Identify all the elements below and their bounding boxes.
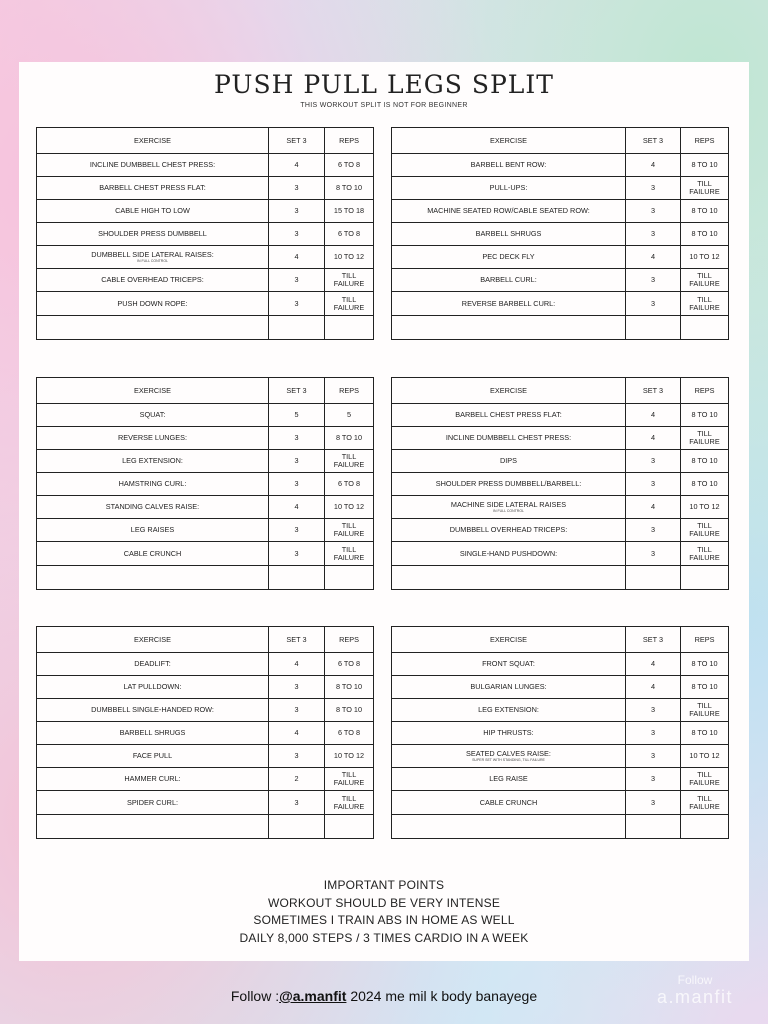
exercise-cell (37, 815, 269, 839)
exercise-cell (392, 427, 626, 450)
table-row (392, 473, 729, 496)
workout-table (36, 377, 374, 590)
exercise-cell (392, 200, 626, 223)
table-row (37, 223, 374, 246)
table-row (37, 154, 374, 177)
watermark (645, 974, 745, 1007)
exercise-cell (37, 450, 269, 473)
reps-cell: 8 TO 10 (325, 177, 374, 200)
header-sets: SET 3 (269, 128, 325, 154)
sets-cell: 5 (269, 404, 325, 427)
exercise-cell (392, 246, 626, 269)
table-row (392, 404, 729, 427)
exercise-name: PULL-UPS: (489, 183, 528, 192)
exercise-cell (37, 177, 269, 200)
exercise-cell (392, 699, 626, 722)
reps-cell: 5 (325, 404, 374, 427)
exercise-name: DUMBBELL SINGLE-HANDED ROW: (91, 705, 214, 714)
exercise-cell (37, 722, 269, 745)
header-sets: SET 3 (269, 627, 325, 653)
exercise-cell (37, 566, 269, 590)
exercise-cell (392, 519, 626, 542)
sets-cell: 3 (626, 542, 681, 566)
reps-cell: 6 TO 8 (325, 154, 374, 177)
table-row (37, 316, 374, 340)
sets-cell: 3 (626, 473, 681, 496)
exercise-cell (37, 404, 269, 427)
reps-cell: 8 TO 10 (681, 404, 729, 427)
sets-cell: 4 (626, 653, 681, 676)
table-row (37, 699, 374, 722)
header-reps: REPS (681, 627, 729, 653)
exercise-cell (37, 269, 269, 292)
table-row (392, 815, 729, 839)
table-header-row (392, 128, 729, 154)
header-sets: SET 3 (626, 627, 681, 653)
exercise-name: MACHINE SEATED ROW/CABLE SEATED ROW: (427, 206, 590, 215)
workout-table (391, 127, 729, 340)
exercise-cell (392, 269, 626, 292)
table-row (392, 566, 729, 590)
exercise-cell (37, 316, 269, 340)
reps-cell: TILL FAILURE (681, 269, 729, 292)
sets-cell (626, 815, 681, 839)
sets-cell: 4 (269, 653, 325, 676)
header-reps: REPS (325, 128, 374, 154)
sets-cell: 3 (269, 542, 325, 566)
exercise-cell (392, 404, 626, 427)
exercise-name: SPIDER CURL: (126, 797, 179, 807)
exercise-cell (37, 473, 269, 496)
exercise-cell (37, 427, 269, 450)
header-reps: REPS (681, 378, 729, 404)
exercise-name: BARBELL SHRUGS (475, 229, 542, 238)
table-row (392, 676, 729, 699)
table-row (37, 791, 374, 815)
exercise-cell (392, 815, 626, 839)
reps-cell: 6 TO 8 (325, 722, 374, 745)
exercise-name: LEG RAISES (130, 525, 175, 534)
exercise-cell (392, 676, 626, 699)
table-header-row (37, 378, 374, 404)
table-row (37, 815, 374, 839)
exercise-name: HAMSTRING CURL: (118, 479, 187, 488)
exercise-name: LEG EXTENSION: (122, 456, 183, 465)
sets-cell: 3 (269, 223, 325, 246)
reps-cell: TILL FAILURE (681, 542, 729, 566)
exercise-name: REVERSE BARBELL CURL: (461, 298, 556, 308)
table-row (392, 200, 729, 223)
reps-cell (681, 815, 729, 839)
reps-cell: 6 TO 8 (325, 653, 374, 676)
reps-cell: 6 TO 8 (325, 223, 374, 246)
reps-cell: TILL FAILURE (681, 768, 729, 791)
table-row (392, 292, 729, 316)
sets-cell: 3 (269, 177, 325, 200)
table-header-row (392, 378, 729, 404)
exercise-name: DUMBBELL SIDE LATERAL RAISES: (91, 250, 214, 259)
exercise-note: SUPER SET WITH STANDING, TILL FAILURE (472, 758, 545, 762)
sets-cell: 3 (269, 200, 325, 223)
reps-cell: TILL FAILURE (325, 791, 374, 815)
exercise-name: HAMMER CURL: (124, 774, 181, 783)
exercise-cell (37, 496, 269, 519)
exercise-name: CABLE CRUNCH (123, 548, 182, 558)
reps-cell: 8 TO 10 (681, 676, 729, 699)
exercise-name: SINGLE-HAND PUSHDOWN: (459, 548, 558, 558)
table-row (392, 722, 729, 745)
sets-cell: 3 (626, 745, 681, 768)
reps-cell: 8 TO 10 (681, 473, 729, 496)
sets-cell: 3 (269, 745, 325, 768)
reps-cell: TILL FAILURE (681, 177, 729, 200)
exercise-cell (392, 791, 626, 815)
table-row (37, 542, 374, 566)
table-row (37, 450, 374, 473)
table-row (37, 745, 374, 768)
sets-cell: 4 (269, 722, 325, 745)
reps-cell (325, 566, 374, 590)
sets-cell: 3 (269, 427, 325, 450)
reps-cell: TILL FAILURE (681, 791, 729, 815)
reps-cell: 8 TO 10 (681, 450, 729, 473)
exercise-name: CABLE OVERHEAD TRICEPS: (101, 275, 204, 284)
header-sets: SET 3 (269, 378, 325, 404)
sets-cell: 3 (626, 177, 681, 200)
table-header-row (37, 128, 374, 154)
table-row (37, 473, 374, 496)
table-row (392, 791, 729, 815)
exercise-cell (392, 653, 626, 676)
exercise-cell (392, 722, 626, 745)
table-row (392, 316, 729, 340)
exercise-cell (37, 676, 269, 699)
exercise-name: CABLE HIGH TO LOW (115, 206, 190, 215)
exercise-name: FACE PULL (132, 751, 173, 760)
exercise-note: IN FULL CONTROL (493, 509, 524, 513)
reps-cell: 8 TO 10 (325, 427, 374, 450)
exercise-cell (392, 496, 626, 519)
watermark-name: a.manfit (656, 987, 734, 1007)
table-row (37, 519, 374, 542)
sets-cell: 4 (269, 246, 325, 269)
table-row (392, 745, 729, 768)
table-row (37, 427, 374, 450)
sets-cell: 3 (269, 473, 325, 496)
workout-table (391, 626, 729, 839)
table-row (392, 768, 729, 791)
exercise-cell (37, 791, 269, 815)
table-row (392, 177, 729, 200)
table-row (392, 653, 729, 676)
table-row (37, 269, 374, 292)
reps-cell: 10 TO 12 (681, 246, 729, 269)
exercise-cell (392, 177, 626, 200)
sets-cell (269, 815, 325, 839)
exercise-cell (37, 542, 269, 566)
sets-cell: 4 (626, 154, 681, 177)
exercise-name: INCLINE DUMBBELL CHEST PRESS: (445, 433, 572, 442)
exercise-name: SQUAT: (139, 410, 166, 419)
exercise-cell (37, 154, 269, 177)
table-row (37, 653, 374, 676)
exercise-cell (37, 200, 269, 223)
reps-cell: TILL FAILURE (325, 768, 374, 791)
exercise-name: DUMBBELL OVERHEAD TRICEPS: (449, 525, 568, 534)
exercise-cell (37, 653, 269, 676)
sets-cell: 3 (269, 519, 325, 542)
exercise-cell (37, 699, 269, 722)
exercise-cell (37, 246, 269, 269)
exercise-cell (392, 223, 626, 246)
exercise-name: CABLE CRUNCH (479, 797, 538, 807)
reps-cell: TILL FAILURE (681, 427, 729, 450)
exercise-cell (392, 473, 626, 496)
sets-cell: 3 (626, 269, 681, 292)
table-row (392, 519, 729, 542)
reps-cell: TILL FAILURE (681, 519, 729, 542)
exercise-cell (392, 154, 626, 177)
sets-cell: 3 (269, 676, 325, 699)
exercise-name: INCLINE DUMBBELL CHEST PRESS: (89, 160, 216, 169)
sets-cell: 3 (269, 699, 325, 722)
sets-cell: 3 (626, 699, 681, 722)
reps-cell: 15 TO 18 (325, 200, 374, 223)
reps-cell: 8 TO 10 (681, 154, 729, 177)
reps-cell: TILL FAILURE (681, 699, 729, 722)
header-exercise: EXERCISE (37, 378, 269, 404)
sets-cell: 3 (626, 791, 681, 815)
table-row (37, 200, 374, 223)
table-row (392, 223, 729, 246)
reps-cell: TILL FAILURE (325, 519, 374, 542)
workout-table (391, 377, 729, 590)
reps-cell: TILL FAILURE (325, 450, 374, 473)
header-exercise: EXERCISE (37, 627, 269, 653)
exercise-name: REVERSE LUNGES: (118, 433, 187, 442)
exercise-name: LEG RAISE (489, 774, 528, 783)
footer-prefix: Follow : (230, 988, 280, 1004)
exercise-cell (37, 292, 269, 316)
exercise-name: LAT PULLDOWN: (123, 682, 182, 691)
sets-cell: 3 (626, 768, 681, 791)
header-exercise: EXERCISE (37, 128, 269, 154)
exercise-cell (37, 519, 269, 542)
exercise-cell (392, 450, 626, 473)
exercise-name: MACHINE SIDE LATERAL RAISES (450, 500, 567, 509)
table-row (392, 269, 729, 292)
sets-cell (269, 566, 325, 590)
instagram-handle-link[interactable]: @a.manfit (279, 988, 347, 1004)
reps-cell: 10 TO 12 (325, 496, 374, 519)
exercise-name: BARBELL CURL: (480, 275, 537, 284)
exercise-name: DIPS (499, 456, 518, 465)
table-row (37, 177, 374, 200)
reps-cell: 8 TO 10 (681, 223, 729, 246)
header-reps: REPS (681, 128, 729, 154)
table-header-row (37, 627, 374, 653)
sets-cell: 4 (626, 427, 681, 450)
workout-table (36, 127, 374, 340)
reps-cell: 10 TO 12 (681, 745, 729, 768)
header-sets: SET 3 (626, 378, 681, 404)
header-sets: SET 3 (626, 128, 681, 154)
exercise-cell (392, 768, 626, 791)
reps-cell: 8 TO 10 (681, 200, 729, 223)
reps-cell: TILL FAILURE (681, 292, 729, 316)
sets-cell: 3 (269, 292, 325, 316)
sets-cell (626, 316, 681, 340)
sets-cell: 3 (626, 200, 681, 223)
exercise-cell (392, 542, 626, 566)
exercise-name: LEG EXTENSION: (478, 705, 539, 714)
header-exercise: EXERCISE (392, 378, 626, 404)
table-row (37, 496, 374, 519)
page-subtitle: THIS WORKOUT SPLIT IS NOT FOR BEGINNER (300, 102, 468, 109)
header-reps: REPS (325, 378, 374, 404)
sets-cell: 3 (626, 450, 681, 473)
exercise-name: SHOULDER PRESS DUMBBELL/BARBELL: (435, 479, 582, 488)
reps-cell (681, 316, 729, 340)
table-row (392, 154, 729, 177)
exercise-cell (37, 768, 269, 791)
exercise-name: DEADLIFT: (134, 659, 171, 668)
exercise-name: SEATED CALVES RAISE: (466, 749, 551, 758)
header-exercise: EXERCISE (392, 627, 626, 653)
exercise-cell (392, 745, 626, 768)
exercise-cell (37, 745, 269, 768)
exercise-name: BARBELL CHEST PRESS FLAT: (455, 410, 562, 419)
reps-cell: 10 TO 12 (681, 496, 729, 519)
reps-cell: 8 TO 10 (325, 699, 374, 722)
exercise-name: BULGARIAN LUNGES: (470, 682, 547, 691)
sets-cell: 4 (626, 496, 681, 519)
exercise-cell (392, 566, 626, 590)
reps-cell: TILL FAILURE (325, 292, 374, 316)
points-line: SOMETIMES I TRAIN ABS IN HOME AS WELL (253, 913, 515, 927)
watermark-follow: Follow (677, 973, 713, 987)
sets-cell: 3 (626, 722, 681, 745)
table-row (392, 542, 729, 566)
exercise-name: BARBELL SHRUGS (119, 728, 186, 737)
exercise-cell (392, 292, 626, 316)
header-exercise: EXERCISE (392, 128, 626, 154)
exercise-name: PUSH DOWN ROPE: (117, 298, 188, 308)
table-row (37, 722, 374, 745)
reps-cell: 8 TO 10 (681, 722, 729, 745)
table-row (392, 450, 729, 473)
sets-cell (269, 316, 325, 340)
sets-cell: 4 (269, 496, 325, 519)
points-heading: IMPORTANT POINTS (323, 878, 445, 892)
footer-suffix: 2024 me mil k body banayege (346, 988, 538, 1004)
table-row (392, 699, 729, 722)
sets-cell: 4 (626, 246, 681, 269)
reps-cell (325, 316, 374, 340)
sets-cell: 3 (269, 450, 325, 473)
table-row (37, 404, 374, 427)
sets-cell: 4 (626, 676, 681, 699)
exercise-name: SHOULDER PRESS DUMBBELL (98, 229, 207, 238)
exercise-name: PEC DECK FLY (482, 252, 535, 261)
reps-cell (681, 566, 729, 590)
reps-cell: 10 TO 12 (325, 246, 374, 269)
page-title: PUSH PULL LEGS SPLIT (214, 70, 554, 99)
sets-cell: 3 (626, 519, 681, 542)
sets-cell (626, 566, 681, 590)
sets-cell: 3 (269, 269, 325, 292)
sets-cell: 4 (269, 154, 325, 177)
reps-cell (325, 815, 374, 839)
table-row (37, 768, 374, 791)
table-row (37, 566, 374, 590)
reps-cell: 8 TO 10 (681, 653, 729, 676)
exercise-name: FRONT SQUAT: (482, 659, 535, 668)
table-row (37, 246, 374, 269)
reps-cell: 8 TO 10 (325, 676, 374, 699)
reps-cell: 10 TO 12 (325, 745, 374, 768)
exercise-name: BARBELL CHEST PRESS FLAT: (99, 183, 206, 192)
workout-table (36, 626, 374, 839)
exercise-name: HIP THRUSTS: (483, 728, 534, 737)
table-header-row (392, 627, 729, 653)
exercise-name: STANDING CALVES RAISE: (105, 502, 200, 511)
table-row (37, 292, 374, 316)
reps-cell: TILL FAILURE (325, 542, 374, 566)
sets-cell: 3 (626, 223, 681, 246)
exercise-note: IN FULL CONTROL (137, 259, 168, 263)
sets-cell: 4 (626, 404, 681, 427)
reps-cell: TILL FAILURE (325, 269, 374, 292)
exercise-cell (392, 316, 626, 340)
table-row (392, 246, 729, 269)
important-points (0, 877, 768, 947)
sets-cell: 2 (269, 768, 325, 791)
sets-cell: 3 (269, 791, 325, 815)
points-line: WORKOUT SHOULD BE VERY INTENSE (267, 895, 501, 910)
table-row (392, 427, 729, 450)
table-row (37, 676, 374, 699)
sets-cell: 3 (626, 292, 681, 316)
header-reps: REPS (325, 627, 374, 653)
reps-cell: 6 TO 8 (325, 473, 374, 496)
points-line: DAILY 8,000 STEPS / 3 TIMES CARDIO IN A WEEK (239, 930, 529, 945)
exercise-name: BARBELL BENT ROW: (470, 160, 547, 169)
exercise-cell (37, 223, 269, 246)
table-row (392, 496, 729, 519)
